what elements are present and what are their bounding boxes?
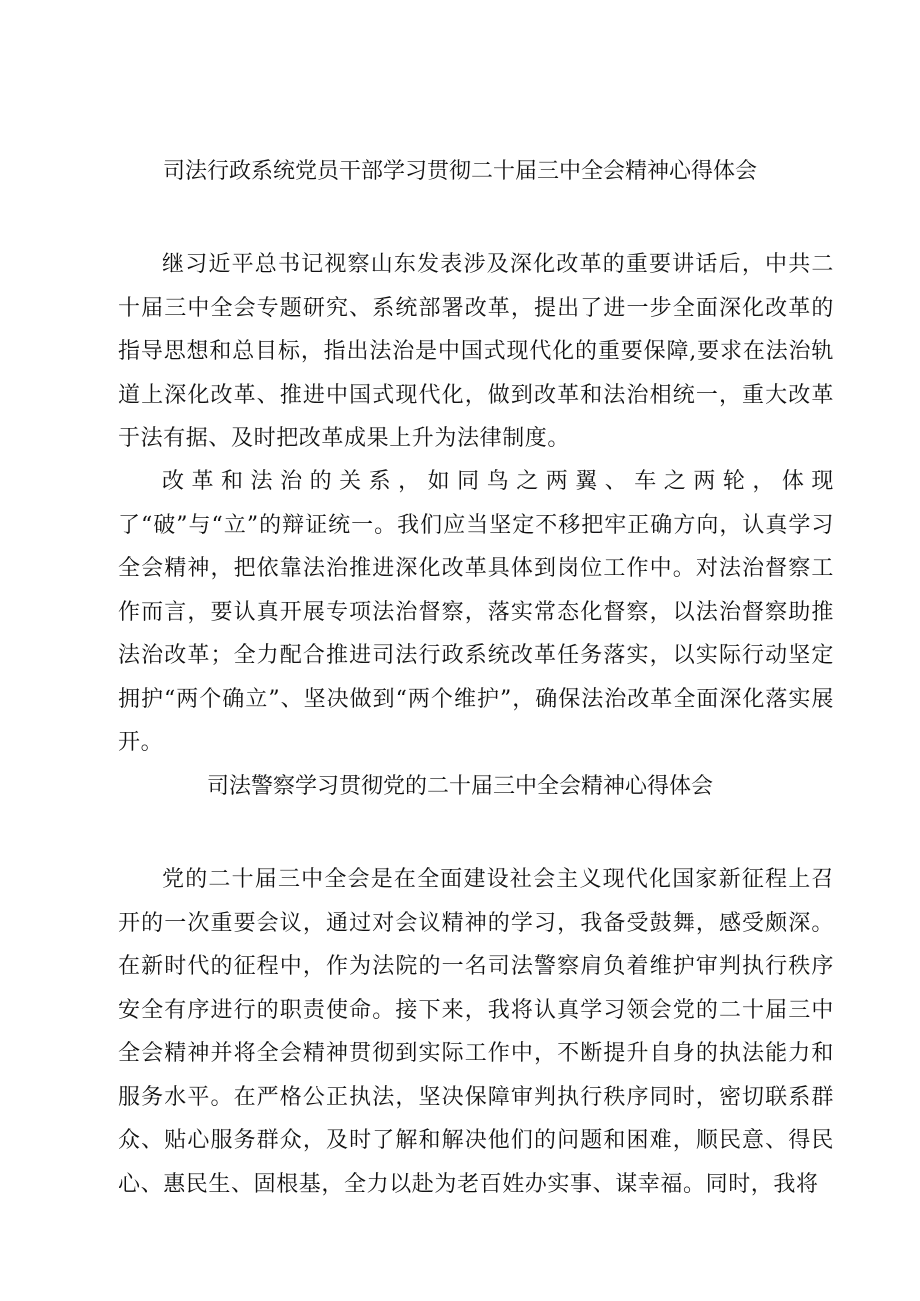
section-1-paragraph-2: 改革和法治的关系，如同鸟之两翼、车之两轮，体现了“破”与“立”的辩证统一。我们应当坚定不移把牢正确方向，认真学习全会精神，把依靠法治推进深化改革具体到岗位工作中。对法治督察工作而言，要认真开展专项法治督察，落实常态化督察，以法治督察助推法治改革；全力配合推进司法行政系统改革任务落实，以实际行动坚定拥护“两个确立”、坚决做到“两个维护”，确保法治改革全面深化落实展开。 bbox=[118, 469, 834, 755]
section-1-title: 司法行政系统党员干部学习贯彻二十届三中全会精神心得体会 bbox=[162, 159, 757, 184]
section-1-paragraph-1: 继习近平总书记视察山东发表涉及深化改革的重要讲话后，中共二十届三中全会专题研究、系统部署改革，提出了进一步全面深化改革的指导思想和总目标，指出法治是中国式现代化的重要保障,要求在法治轨道上深化改革、推进中国式现代化，做到改革和法治相统一，重大改革于法有据、及时把改革成果上升为法律制度。 bbox=[118, 252, 834, 451]
section-2-title: 司法警察学习贯彻党的二十届三中全会精神心得体会 bbox=[206, 774, 713, 799]
section-2-paragraph-1: 党的二十届三中全会是在全面建设社会主义现代化国家新征程上召开的一次重要会议，通过对会议精神的学习，我备受鼓舞，感受颇深。在新时代的征程中，作为法院的一名司法警察肩负着维护审判执行秩序安全有序进行的职责使命。接下来，我将认真学习领会党的二十届三中全会精神并将全会精神贯彻到实际工作中，不断提升自身的执法能力和服务水平。在严格公正执法，坚决保障审判执行秩序同时，密切联系群众、贴心服务群众，及时了解和解决他们的问题和困难，顺民意、得民心、惠民生、固根基，全力以赴为老百姓办实事、谋幸福。同时，我将 bbox=[118, 867, 834, 1197]
